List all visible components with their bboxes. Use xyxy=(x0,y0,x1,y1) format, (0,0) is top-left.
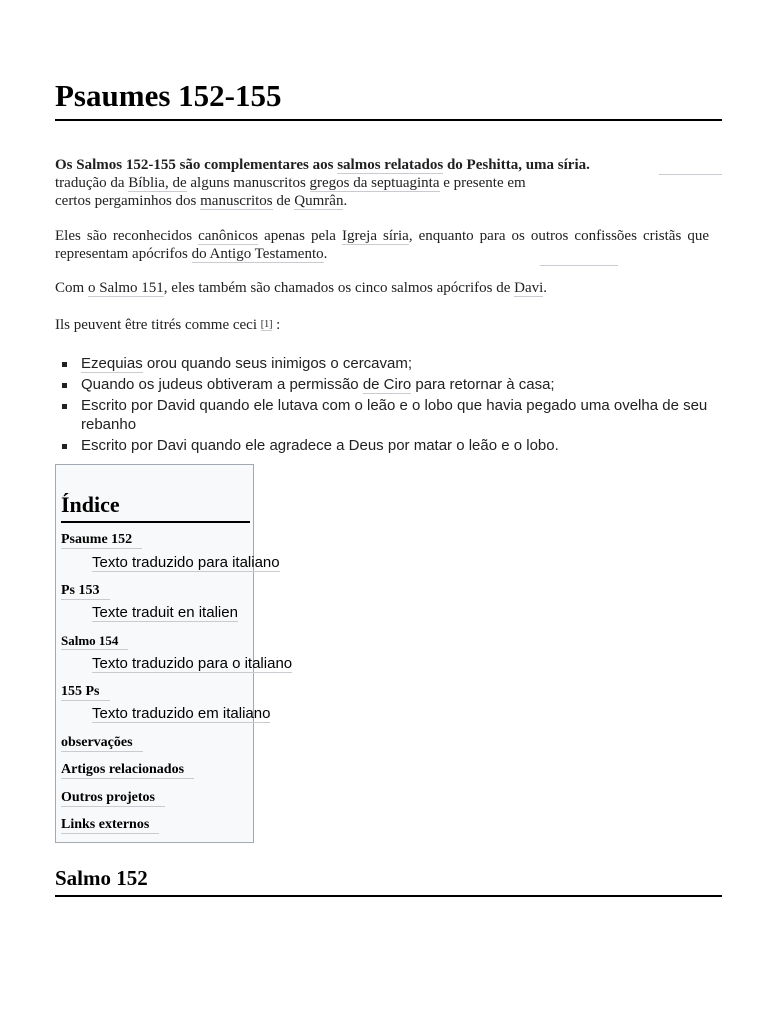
link-biblia[interactable]: Bíblia, de xyxy=(128,175,187,191)
link-canonicos[interactable]: canônicos xyxy=(198,228,259,244)
para-text: : xyxy=(272,317,281,333)
toc-subitem-155-ps-text[interactable]: Texto traduzido em italiano xyxy=(92,705,271,722)
intro-text: . xyxy=(343,193,348,209)
para-text: . xyxy=(543,280,548,296)
list-item xyxy=(55,396,765,434)
toc-item-artigos-relacionados[interactable]: Artigos relacionados xyxy=(61,762,194,779)
link-davi[interactable]: Davi xyxy=(514,280,544,296)
toc-item-links-externos[interactable]: Links externos xyxy=(61,817,159,834)
para-text: . xyxy=(323,245,328,262)
list-item xyxy=(55,354,765,373)
page-title: Psaumes 152-155 xyxy=(55,78,282,113)
toc-subitem-salmo-154-text[interactable]: Texto traduzido para o italiano xyxy=(92,655,293,672)
section-heading: Salmo 152 xyxy=(55,866,148,890)
link-antigo-testamento[interactable]: do Antigo Testamento xyxy=(191,245,324,262)
para-text: , enquanto para os outros confissões cristãs que representam apócrifos xyxy=(55,228,709,262)
bullet-icon xyxy=(62,383,67,388)
paragraph-salmo-151 xyxy=(55,280,715,298)
intro-text: do Peshitta, uma síria. xyxy=(443,157,590,173)
bullet-icon xyxy=(62,362,67,367)
intro-line-3 xyxy=(55,193,653,211)
para-text: Eles são reconhecidos xyxy=(55,228,199,244)
toc-subitem-ps-153-text[interactable]: Texte traduit en italien xyxy=(92,604,238,621)
para-text: Ils peuvent être titrés comme ceci xyxy=(55,317,261,333)
table-of-contents xyxy=(55,464,293,843)
bullet-icon xyxy=(62,444,67,449)
link-manuscritos[interactable]: manuscritos xyxy=(200,193,273,209)
title-rule xyxy=(55,119,722,121)
intro-text: alguns manuscritos xyxy=(186,175,310,191)
link-qumran[interactable]: Qumrân xyxy=(294,193,344,209)
para-text: , eles também são chamados os cinco salmos apócrifos de xyxy=(163,280,515,296)
intro-text: tradução da xyxy=(55,175,129,191)
intro-text: de xyxy=(272,193,295,209)
list-item xyxy=(55,436,765,455)
list-item xyxy=(55,375,765,394)
list-text: Escrito por Davi quando ele agradece a Deus por matar o leão e o lobo. xyxy=(81,437,559,454)
intro-text: Os Salmos 152-155 são complementares aos xyxy=(55,157,338,173)
link-underline xyxy=(540,265,618,266)
intro-line-2 xyxy=(55,175,640,193)
intro-line-1 xyxy=(55,157,653,175)
link-salmos-relatados[interactable]: salmos relatados xyxy=(337,157,444,173)
para-text: Com xyxy=(55,280,88,296)
link-igreja-siria[interactable]: Igreja síria xyxy=(342,228,409,244)
link-gregos-septuaginta[interactable]: gregos da septuaginta xyxy=(309,175,440,191)
link-ezequias[interactable]: Ezequias xyxy=(81,355,143,372)
paragraph-titres xyxy=(55,317,653,335)
bullet-icon xyxy=(62,404,67,409)
list-text: Quando os judeus obtiveram a permissão xyxy=(81,376,363,393)
toc-item-observacoes[interactable]: observações xyxy=(61,735,143,752)
intro-text: certos pergaminhos dos xyxy=(55,193,201,209)
intro-text: e presente em xyxy=(439,175,526,191)
link-underline xyxy=(659,174,722,175)
list-text: Escrito por David quando ele lutava com o leão e o lobo que havia pegado uma ovelha de seu rebanho xyxy=(81,397,708,433)
toc-item-outros-projetos[interactable]: Outros projetos xyxy=(61,790,165,807)
toc-title-rule xyxy=(61,521,250,523)
toc-item-155-ps[interactable]: 155 Ps xyxy=(61,684,110,701)
link-salmo-151[interactable]: o Salmo 151 xyxy=(87,280,164,296)
toc-item-psaume-152[interactable]: Psaume 152 xyxy=(61,532,142,549)
toc-title: Índice xyxy=(61,492,120,517)
list-text: orou quando seus inimigos o cercavam; xyxy=(142,355,413,372)
psalm-titles-list xyxy=(55,354,765,457)
link-ciro[interactable]: de Ciro xyxy=(362,376,412,393)
list-text: para retornar à casa; xyxy=(411,376,555,393)
para-text: apenas pela xyxy=(258,228,342,244)
section-rule xyxy=(55,895,722,897)
toc-item-salmo-154[interactable]: Salmo 154 xyxy=(61,633,128,650)
paragraph-canonicos xyxy=(55,228,709,263)
toc-subitem-psaume-152-text[interactable]: Texto traduzido para italiano xyxy=(92,554,280,571)
reference-link[interactable]: [1] xyxy=(260,319,273,330)
toc-item-ps-153[interactable]: Ps 153 xyxy=(61,583,110,600)
